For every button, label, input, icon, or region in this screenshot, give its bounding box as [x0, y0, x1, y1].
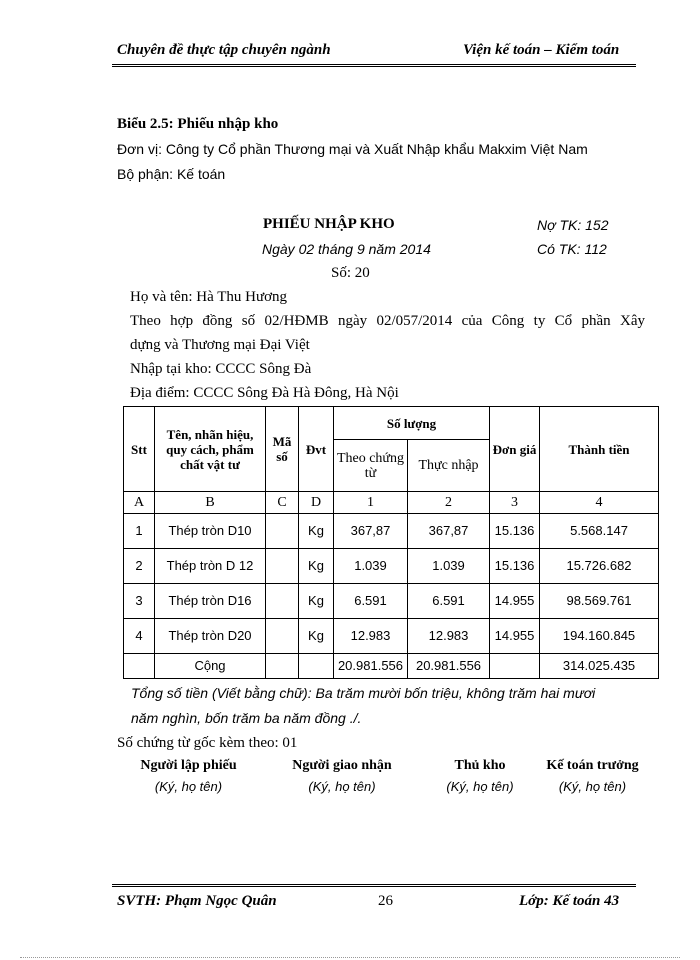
col-unit-header: Đvt: [299, 407, 334, 492]
row-item-name: Thép tròn D 12: [155, 549, 266, 584]
row-unit: Kg: [299, 584, 334, 619]
row-qty-actual: 367,87: [408, 514, 490, 549]
signature-note: (Ký, họ tên): [446, 779, 514, 794]
index-cell: B: [155, 492, 266, 514]
unit-line: Đơn vị: Công ty Cổ phần Thương mại và Xuất Nhập khẩu Makxim Việt Nam: [117, 141, 588, 157]
signature-storekeeper: [429, 758, 531, 794]
slip-title: PHIẾU NHẬP KHO: [263, 216, 395, 232]
row-qty-doc: 12.983: [334, 619, 408, 654]
index-cell: C: [266, 492, 299, 514]
index-cell: 1: [334, 492, 408, 514]
row-stt: 2: [124, 549, 155, 584]
signature-note: (Ký, họ tên): [558, 779, 627, 794]
col-qty-actual-header: Thực nhập: [408, 440, 490, 492]
index-cell: D: [299, 492, 334, 514]
dept-line: Bộ phận: Kế toán: [117, 166, 226, 182]
row-code: [266, 584, 299, 619]
row-stt: 3: [124, 584, 155, 619]
name-line: Họ và tên: Hà Thu Hương: [130, 289, 288, 305]
row-qty-actual: 1.039: [408, 549, 490, 584]
table-total-row: [124, 654, 659, 679]
amount-in-words: Tổng số tiền (Viết bằng chữ): Ba trăm mười bốn triệu, không trăm hai mươi: [131, 685, 596, 701]
row-qty-actual: 12.983: [408, 619, 490, 654]
total-qty-actual: 20.981.556: [408, 654, 490, 679]
row-price: 14.955: [490, 584, 540, 619]
footer-left: SVTH: Phạm Ngọc Quân: [117, 893, 277, 909]
col-name-header: Tên, nhãn hiệu, quy cách, phẩm chất vật tư: [155, 407, 266, 492]
debit-account: Nợ TK: 152: [537, 217, 609, 233]
row-code: [266, 619, 299, 654]
slip-date: Ngày 02 tháng 9 năm 2014: [262, 241, 431, 257]
row-qty-doc: 6.591: [334, 584, 408, 619]
location-line: Địa điểm: CCCC Sông Đà Hà Đông, Hà Nội: [130, 385, 399, 401]
row-amount: 98.569.761: [540, 584, 659, 619]
amount-in-words-cont: năm nghìn, bốn trăm ba năm đồng ./.: [131, 710, 362, 726]
signature-role: Người giao nhận: [292, 758, 392, 773]
index-cell: 2: [408, 492, 490, 514]
total-qty-doc: 20.981.556: [334, 654, 408, 679]
row-price: 15.136: [490, 549, 540, 584]
col-price-header: Đơn giá: [490, 407, 540, 492]
footer-rule: [112, 884, 636, 887]
header-rule: [112, 64, 636, 67]
total-label: Cộng: [155, 654, 266, 679]
col-code-header: Mã số: [266, 407, 299, 492]
page-number: 26: [378, 893, 393, 909]
signature-creator: [122, 758, 255, 794]
total-unit: [299, 654, 334, 679]
row-stt: 4: [124, 619, 155, 654]
row-code: [266, 549, 299, 584]
credit-account: Có TK: 112: [537, 241, 607, 257]
index-cell: 4: [540, 492, 659, 514]
row-code: [266, 514, 299, 549]
col-stt-header: Stt: [124, 407, 155, 492]
row-item-name: Thép tròn D20: [155, 619, 266, 654]
table-index-row: [124, 492, 659, 514]
contract-line-cont: dựng và Thương mại Đại Việt: [130, 337, 310, 353]
signature-block: [122, 758, 654, 794]
table-header-row: [124, 407, 659, 440]
attached-docs-line: Số chứng từ gốc kèm theo: 01: [117, 735, 298, 751]
table-row: [124, 584, 659, 619]
row-item-name: Thép tròn D10: [155, 514, 266, 549]
contract-line: Theo hợp đồng số 02/HĐMB ngày 02/057/2014 của Công ty Cổ phần Xây: [130, 313, 645, 329]
row-unit: Kg: [299, 549, 334, 584]
table-row: [124, 619, 659, 654]
row-amount: 5.568.147: [540, 514, 659, 549]
caption: Biểu 2.5: Phiếu nhập kho: [117, 116, 279, 132]
signature-role: Người lập phiếu: [140, 758, 237, 773]
row-qty-actual: 6.591: [408, 584, 490, 619]
row-stt: 1: [124, 514, 155, 549]
row-amount: 15.726.682: [540, 549, 659, 584]
signature-role: Kế toán trưởng: [546, 758, 639, 773]
index-cell: A: [124, 492, 155, 514]
signature-note: (Ký, họ tên): [308, 779, 376, 794]
total-price: [490, 654, 540, 679]
slip-number: Số: 20: [331, 265, 370, 281]
col-qty-doc-header: Theo chứng từ: [334, 440, 408, 492]
table-row: [124, 549, 659, 584]
signature-chief-accountant: [531, 758, 654, 794]
header-right: Viện kế toán – Kiểm toán: [463, 42, 620, 58]
signature-role: Thủ kho: [454, 758, 506, 773]
col-amount-header: Thành tiền: [540, 407, 659, 492]
warehouse-line: Nhập tại kho: CCCC Sông Đà: [130, 361, 312, 377]
footer-right: Lớp: Kế toán 43: [519, 893, 620, 909]
header-left: Chuyên đề thực tập chuyên ngành: [117, 42, 331, 58]
row-amount: 194.160.845: [540, 619, 659, 654]
index-cell: 3: [490, 492, 540, 514]
goods-receipt-table: [123, 406, 659, 679]
signature-note: (Ký, họ tên): [154, 779, 223, 794]
total-code: [266, 654, 299, 679]
table-row: [124, 514, 659, 549]
row-qty-doc: 367,87: [334, 514, 408, 549]
total-amount: 314.025.435: [540, 654, 659, 679]
row-unit: Kg: [299, 514, 334, 549]
row-item-name: Thép tròn D16: [155, 584, 266, 619]
row-price: 15.136: [490, 514, 540, 549]
row-price: 14.955: [490, 619, 540, 654]
page-edge: [20, 957, 680, 958]
col-qty-header: Số lượng: [334, 407, 490, 440]
signature-deliverer: [255, 758, 429, 794]
row-qty-doc: 1.039: [334, 549, 408, 584]
total-stt: [124, 654, 155, 679]
row-unit: Kg: [299, 619, 334, 654]
